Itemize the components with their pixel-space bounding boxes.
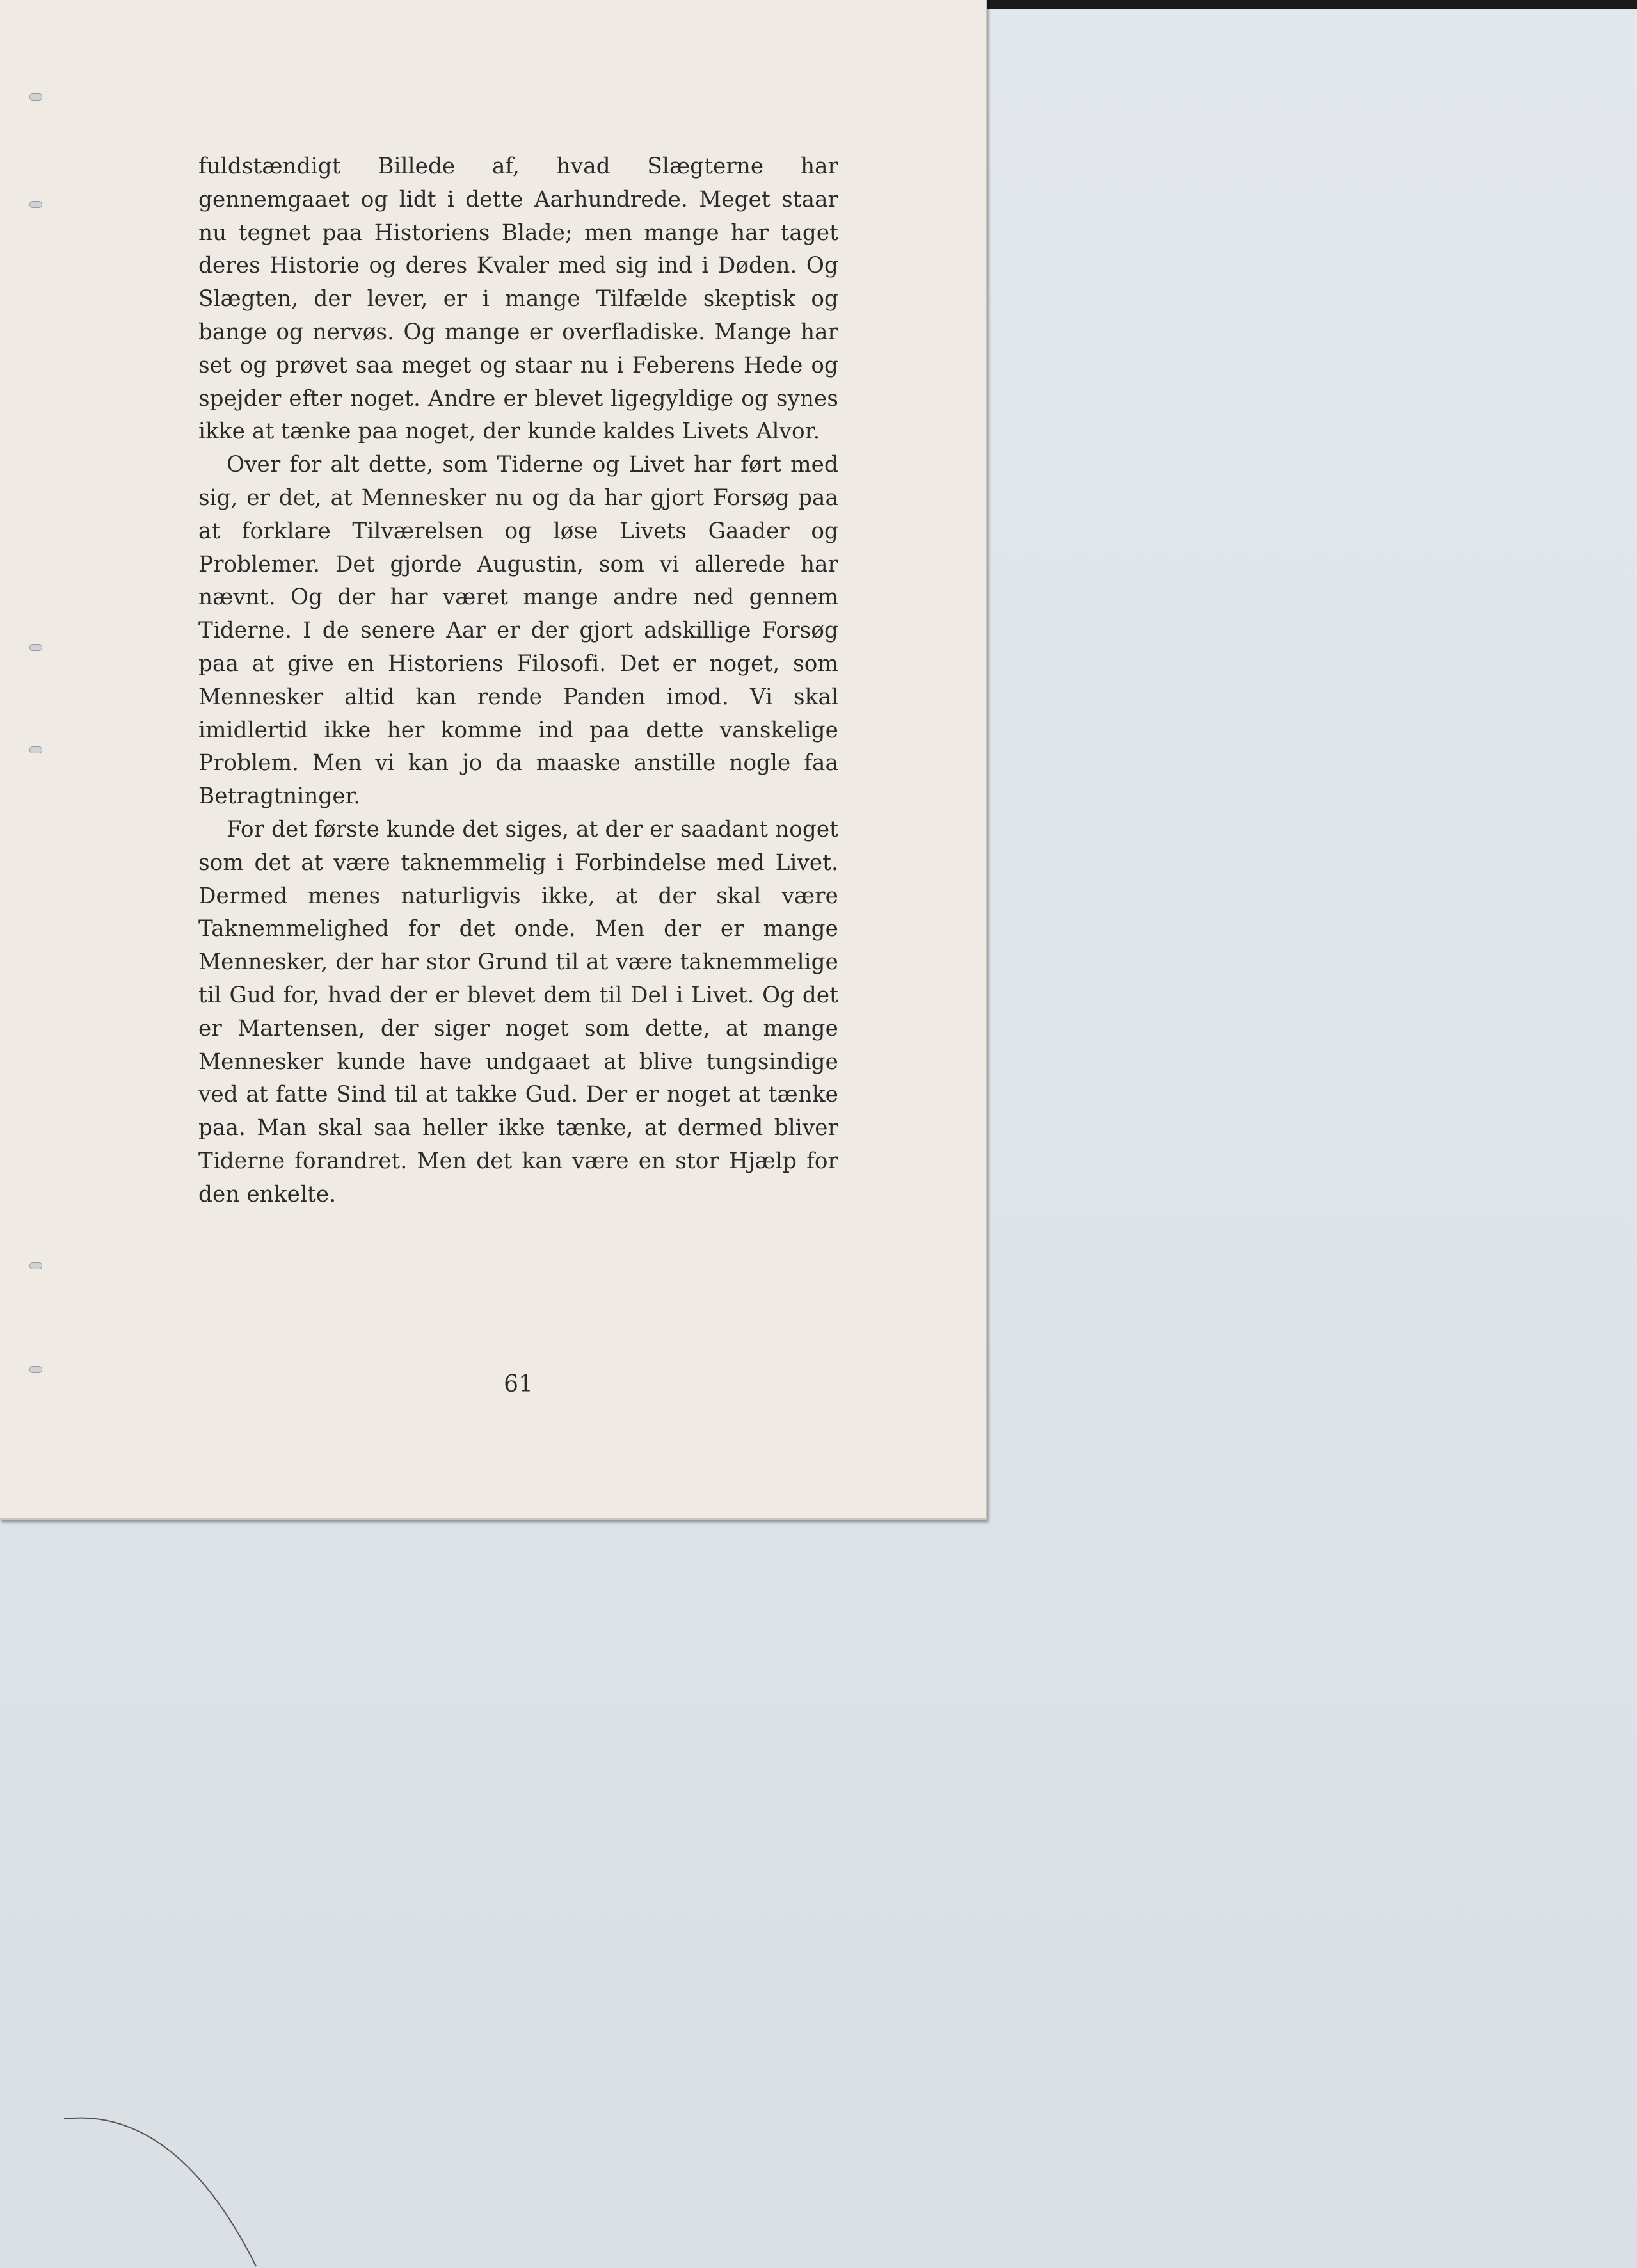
paragraph: fuldstændigt Billede af, hvad Slægterne har gennemgaaet og lidt i dette Aarhundrede. Meget staar nu tegnet paa Historiens Blade; men mange har taget deres Historie og deres Kvaler med sig ind i Døden. Og Slægten, der lever, er i mange Tilfælde skeptisk og bange og nervøs. Og mange er overfladiske. Mange har set og prøvet saa meget og staar nu i Feberens Hede og spejder efter noget. Andre er blevet ligegyldige og synes ikke at tænke paa noget, der kunde kaldes Livets Alvor.	[198, 154, 838, 445]
page-number: 61	[504, 1371, 533, 1397]
pencil-stroke-mark	[64, 2112, 269, 2268]
paragraph: For det første kunde det siges, at der er saadant noget som det at være taknemmelig i Forbindelse med Livet. Dermed menes naturligvis ikke, at der skal være Taknemmelighed for det onde. Men der er mange Mennesker, der har stor Grund til at være taknemmelige til Gud for, hvad der er blevet dem til Del i Livet. Og det er Martensen, der siger noget som dette, at mange Mennesker kunde have undgaaet at blive tungsindige ved at fatte Sind til at takke Gud. Der er noget at tænke paa. Man skal saa heller ikke tænke, at dermed bliver Tiderne forandret. Men det kan være en stor Hjælp for den enkelte.	[198, 816, 838, 1207]
binding-hole-mark	[29, 746, 42, 753]
binding-hole-mark	[29, 644, 42, 651]
body-text	[198, 150, 838, 1212]
scanner-edge-strip	[979, 0, 1637, 9]
binding-hole-mark	[29, 93, 42, 101]
paragraph: Over for alt dette, som Tiderne og Livet har ført med sig, er det, at Mennesker nu og da har gjort Forsøg paa at forklare Tilværelsen og løse Livets Gaader og Problemer. Det gjorde Augustin, som vi allerede har nævnt. Og der har været mange andre ned gennem Tiderne. I de senere Aar er der gjort adskillige Forsøg paa at give en Historiens Filosofi. Det er noget, som Mennesker altid kan rende Panden imod. Vi skal imidlertid ikke her komme ind paa dette vanskelige Problem. Men vi kan jo da maaske anstille nogle faa Betragtninger.	[198, 452, 838, 810]
binding-hole-mark	[29, 1262, 42, 1269]
binding-hole-mark	[29, 201, 42, 208]
binding-hole-mark	[29, 1366, 42, 1373]
book-page	[0, 0, 987, 1520]
